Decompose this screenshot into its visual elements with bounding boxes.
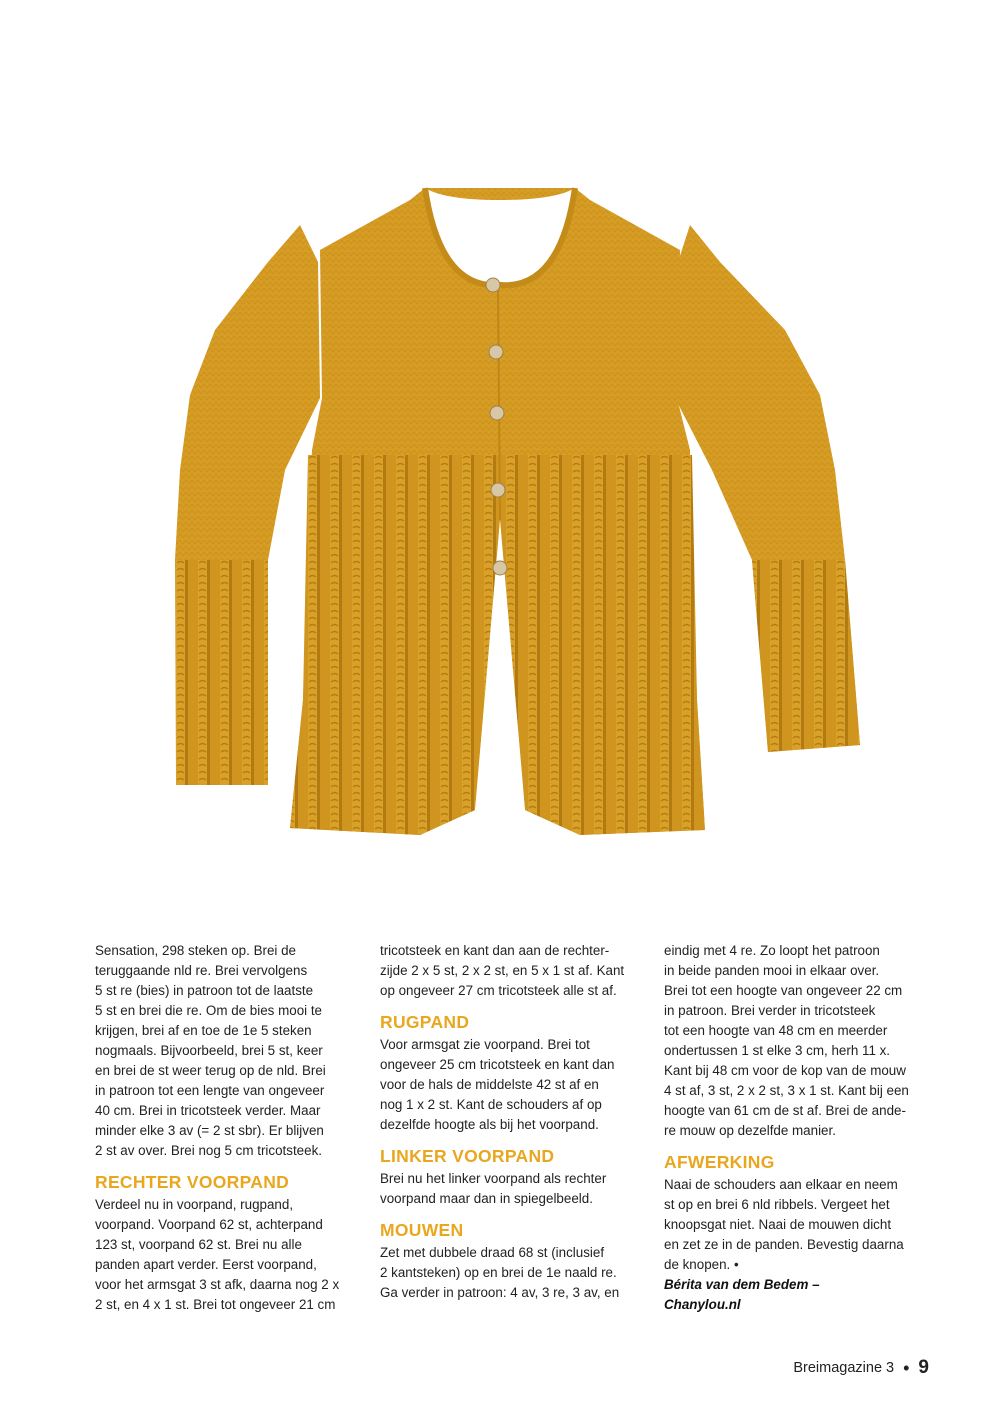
paragraph: Zet met dubbele draad 68 st (inclusief 2 kantsteken) op en brei de 1e naald re. Ga verder in patroon: 4 av, 3 re, 3 av, en — [380, 1245, 620, 1300]
author-credit: Bérita van dem Bedem – Chanylou.nl — [664, 1277, 820, 1312]
column-1 — [95, 941, 367, 1315]
footer-separator: • — [903, 1358, 910, 1378]
section-heading-afwerking: AFWERKING — [664, 1152, 775, 1172]
paragraph: eindig met 4 re. Zo loopt het patroon in beide panden mooi in elkaar over. Brei tot een hoogte van ongeveer 22 cm in patroon. Brei verder in tricotsteek tot een hoogte van 48 cm en meerder ondertussen 1 st elke 3 cm, herh 11 x. Kant bij 48 cm voor de kop van de mouw 4 st af, 3 st, 2 x 2 st, 3 x 1 st. Kant bij een hoogte van 61 cm de st af. Brei de ande- re mouw op dezelfde manier. — [664, 943, 909, 1138]
paragraph: Voor armsgat zie voorpand. Brei tot ongeveer 25 cm tricotsteek en kant dan voor de hals de middelste 42 st af en nog 1 x 2 st. Kant de schouders af op dezelfde hoogte als bij het voorpand. — [380, 1037, 615, 1132]
paragraph-final — [664, 1175, 936, 1275]
paragraph: Sensation, 298 steken op. Brei de teruggaande nld re. Brei vervolgens 5 st re (bies) in patroon tot de laatste 5 st en brei die re. Om de bies mooi te krijgen, brei af en toe de 1e 5 steken nogmaals. Bijvoorbeeld, brei 5 st, keer en brei de st weer terug op de nld. Brei in patroon tot een lengte van ongeveer 40 cm. Brei in tricotsteek verder. Maar minder elke 3 av (= 2 st sbr). Er blijven 2 st av over. Brei nog 5 cm tricotsteek. — [95, 943, 326, 1158]
section-heading-mouwen: MOUWEN — [380, 1220, 464, 1240]
magazine-name: Breimagazine 3 — [793, 1360, 895, 1376]
paragraph: tricotsteek en kant dan aan de rechter- zijde 2 x 5 st, 2 x 2 st, en 5 x 1 st af. Kant op ongeveer 27 cm tricotsteek alle st af. — [380, 943, 625, 998]
column-3 — [664, 941, 936, 1315]
column-2 — [380, 941, 652, 1303]
section-heading-rechter-voorpand: RECHTER VOORPAND — [95, 1172, 290, 1192]
section-heading-rugpand: RUGPAND — [380, 1012, 470, 1032]
paragraph-text: Naai de schouders aan elkaar en neem st op en brei 6 nld ribbels. Vergeet het knoopsgat niet. Naai de mouwen dicht en zet ze in de panden. Bevestig daarna de knopen. — [664, 1177, 904, 1272]
article-body — [95, 941, 915, 1341]
end-mark: • — [734, 1257, 739, 1272]
page-footer — [793, 1357, 929, 1379]
section-heading-linker-voorpand: LINKER VOORPAND — [380, 1146, 555, 1166]
paragraph: Verdeel nu in voorpand, rugpand, voorpand. Voorpand 62 st, achterpand 123 st, voorpand 62 st. Brei nu alle panden apart verder. Eerst voorpand, voor het armsgat 3 st afk, daarna nog 2 x 2 st, en 4 x 1 st. Brei tot ongeveer 21 cm — [95, 1197, 340, 1312]
page-number: 9 — [918, 1357, 929, 1378]
paragraph: Brei nu het linker voorpand als rechter voorpand maar dan in spiegelbeeld. — [380, 1171, 607, 1206]
